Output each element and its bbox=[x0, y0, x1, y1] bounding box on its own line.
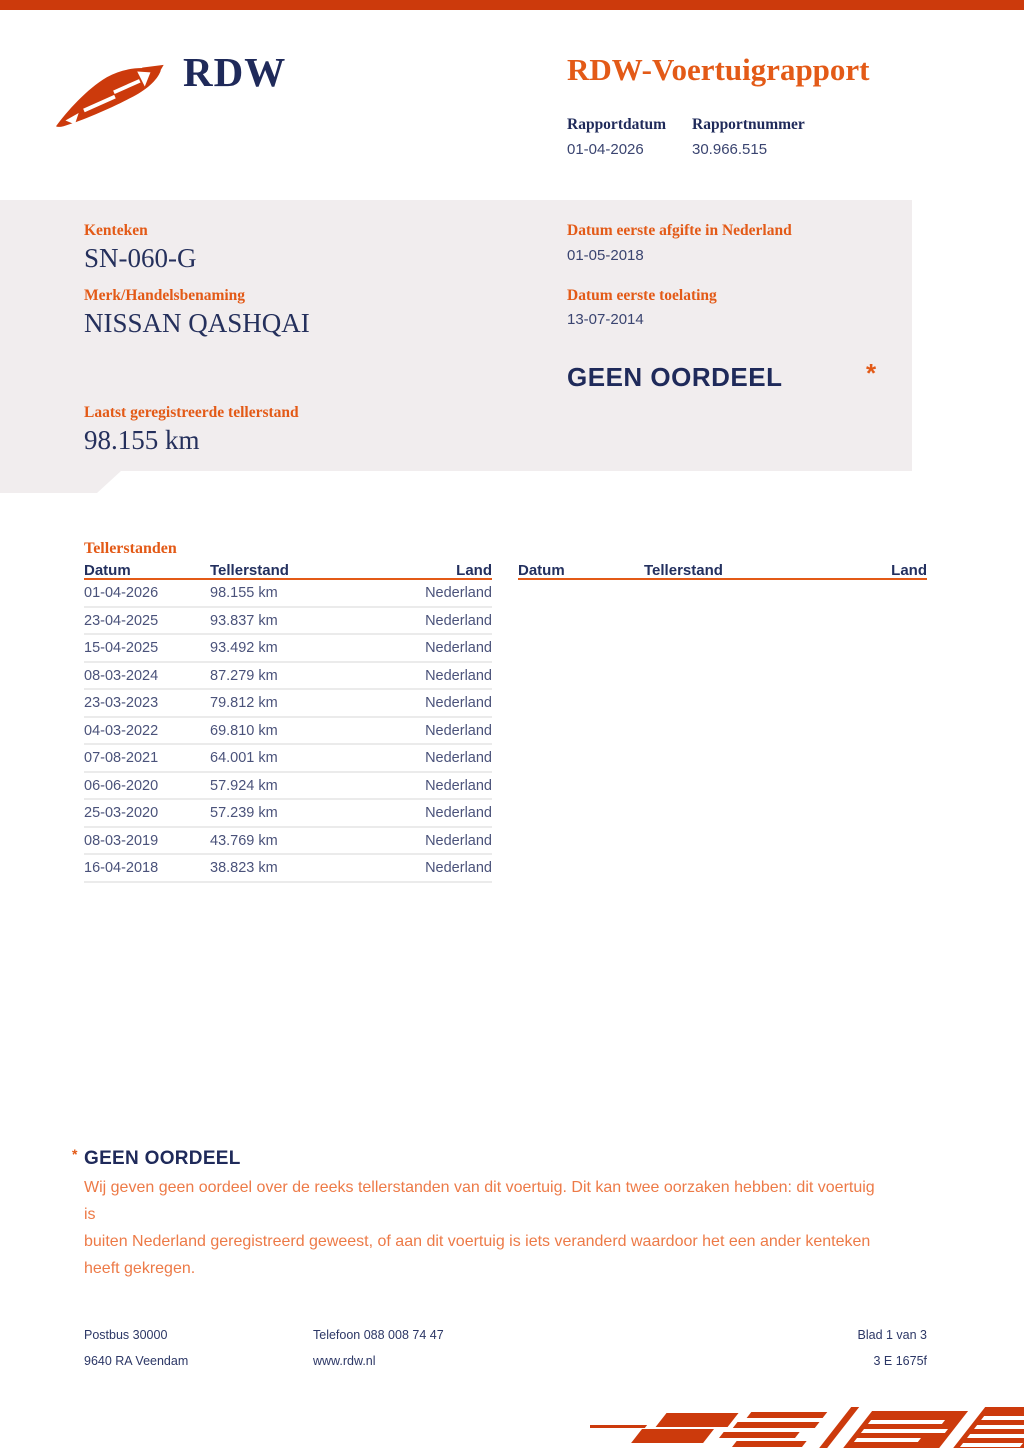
footnote-line: Wij geven geen oordeel over de reeks tellerstanden van dit voertuig. Dit kan twee oorzaken hebben: dit voertuig is bbox=[84, 1179, 875, 1223]
kenteken-label: Kenteken bbox=[84, 222, 148, 239]
land-cell: Nederland bbox=[425, 860, 492, 876]
rdw-speedlines-graphic bbox=[590, 1406, 1024, 1449]
datum-cell: 16-04-2018 bbox=[84, 860, 159, 876]
toelating-value: 13-07-2014 bbox=[567, 311, 644, 328]
footer-page-indicator: Blad 1 van 3 bbox=[857, 1328, 927, 1342]
table-row bbox=[84, 635, 492, 663]
tellerstand-cell: 69.810 km bbox=[210, 722, 278, 739]
tellerstand-cell: 98.155 km bbox=[210, 585, 278, 601]
rapportdatum-label: Rapportdatum bbox=[567, 116, 667, 133]
rapportnummer-value: 30.966.515 bbox=[692, 141, 768, 158]
land-cell: Nederland bbox=[425, 585, 492, 601]
tellerstand-cell: 43.769 km bbox=[210, 832, 278, 849]
footnote-body bbox=[84, 1174, 884, 1282]
land-cell: Nederland bbox=[425, 612, 492, 629]
footnote-line: buiten Nederland geregistreerd geweest, of aan dit voertuig is iets veranderd waardoor het een ander kenteken bbox=[84, 1233, 871, 1250]
page-title: RDW-Voertuigrapport bbox=[567, 52, 870, 87]
datum-cell: 25-03-2020 bbox=[84, 805, 159, 821]
table-row bbox=[84, 855, 492, 883]
table-row bbox=[84, 580, 492, 608]
column-header-land: Land bbox=[456, 562, 492, 579]
datum-cell: 04-03-2022 bbox=[84, 722, 159, 739]
land-cell: Nederland bbox=[425, 805, 492, 821]
merk-value: NISSAN QASHQAI bbox=[84, 308, 310, 338]
land-cell: Nederland bbox=[425, 667, 492, 684]
rdw-wing-logo-icon bbox=[50, 62, 164, 130]
table-row bbox=[84, 663, 492, 691]
datum-cell: 15-04-2025 bbox=[84, 640, 159, 656]
table-row bbox=[84, 800, 492, 828]
afgifte-label: Datum eerste afgifte in Nederland bbox=[567, 222, 792, 239]
datum-cell: 01-04-2026 bbox=[84, 585, 159, 601]
land-cell: Nederland bbox=[425, 777, 492, 794]
footer-form-code: 3 E 1675f bbox=[873, 1354, 927, 1368]
merk-label: Merk/Handelsbenaming bbox=[84, 287, 246, 304]
tellerstand-value: 98.155 km bbox=[84, 425, 200, 455]
column-header-datum: Datum bbox=[84, 562, 131, 579]
tellerstanden-table-left bbox=[84, 562, 492, 883]
land-cell: Nederland bbox=[425, 832, 492, 849]
table-row bbox=[84, 608, 492, 636]
datum-cell: 07-08-2021 bbox=[84, 750, 159, 766]
footer-phone: Telefoon 088 008 74 47 bbox=[313, 1328, 444, 1342]
tellerstand-label: Laatst geregistreerde tellerstand bbox=[84, 404, 299, 421]
afgifte-value: 01-05-2018 bbox=[567, 247, 644, 264]
column-header-datum: Datum bbox=[518, 562, 565, 579]
datum-cell: 08-03-2024 bbox=[84, 667, 159, 684]
table-row bbox=[84, 718, 492, 746]
datum-cell: 06-06-2020 bbox=[84, 777, 159, 794]
tellerstanden-rows bbox=[84, 580, 492, 883]
footnote-title: GEEN OORDEEL bbox=[84, 1148, 241, 1169]
table-header-row bbox=[518, 562, 927, 580]
table-row bbox=[84, 828, 492, 856]
tellerstand-cell: 79.812 km bbox=[210, 695, 278, 711]
toelating-label: Datum eerste toelating bbox=[567, 287, 717, 304]
tellerstand-cell: 93.837 km bbox=[210, 612, 278, 629]
oordeel-status: GEEN OORDEEL bbox=[567, 362, 783, 392]
tellerstand-cell: 93.492 km bbox=[210, 640, 278, 656]
tellerstand-cell: 57.239 km bbox=[210, 805, 278, 821]
table-row bbox=[84, 773, 492, 801]
kenteken-value: SN-060-G bbox=[84, 243, 197, 273]
footer-website-link[interactable]: www.rdw.nl bbox=[313, 1354, 376, 1368]
column-header-tellerstand: Tellerstand bbox=[644, 562, 723, 579]
tellerstand-cell: 38.823 km bbox=[210, 860, 278, 876]
column-header-tellerstand: Tellerstand bbox=[210, 562, 289, 579]
land-cell: Nederland bbox=[425, 695, 492, 711]
datum-cell: 08-03-2019 bbox=[84, 832, 159, 849]
column-header-land: Land bbox=[891, 562, 927, 579]
top-accent-bar bbox=[0, 0, 1024, 10]
datum-cell: 23-04-2025 bbox=[84, 612, 159, 629]
land-cell: Nederland bbox=[425, 750, 492, 766]
tellerstand-cell: 57.924 km bbox=[210, 777, 278, 794]
brand-wordmark: RDW bbox=[183, 49, 287, 95]
footnote-asterisk: * bbox=[72, 1146, 78, 1162]
tellerstand-cell: 87.279 km bbox=[210, 667, 278, 684]
tellerstanden-section-title: Tellerstanden bbox=[84, 540, 177, 557]
tellerstand-cell: 64.001 km bbox=[210, 750, 278, 766]
footer-city: 9640 RA Veendam bbox=[84, 1354, 189, 1368]
rapportdatum-value: 01-04-2026 bbox=[567, 141, 644, 158]
table-row bbox=[84, 745, 492, 773]
oordeel-asterisk: * bbox=[866, 358, 877, 388]
table-row bbox=[84, 690, 492, 718]
datum-cell: 23-03-2023 bbox=[84, 695, 159, 711]
land-cell: Nederland bbox=[425, 722, 492, 739]
table-header-row bbox=[84, 562, 492, 580]
land-cell: Nederland bbox=[425, 640, 492, 656]
footnote-line: heeft gekregen. bbox=[84, 1260, 196, 1277]
rapportnummer-label: Rapportnummer bbox=[692, 116, 805, 133]
footer-postbus: Postbus 30000 bbox=[84, 1328, 168, 1342]
tellerstanden-table-right bbox=[518, 562, 927, 580]
